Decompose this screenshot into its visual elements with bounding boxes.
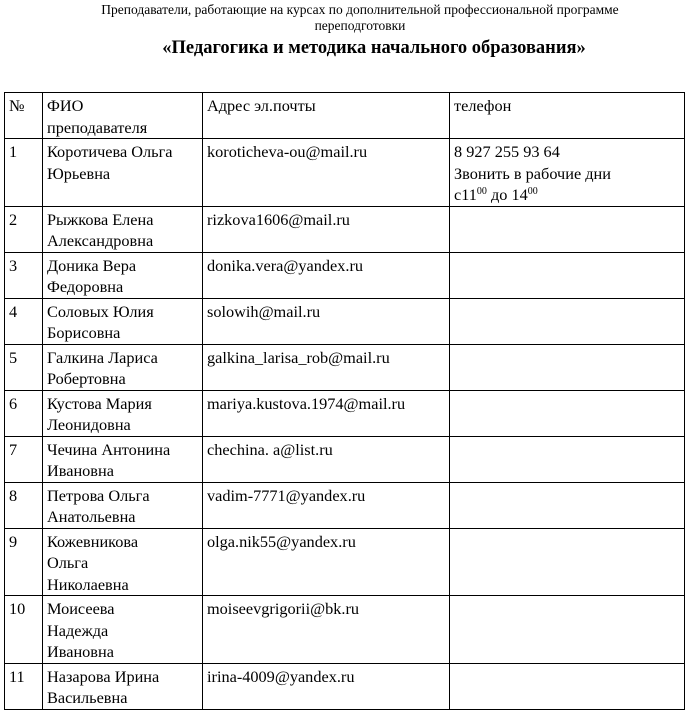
teacher-email: rizkova1606@mail.ru	[203, 206, 450, 252]
header-number: №	[5, 93, 43, 139]
teacher-name-line: Николаевна	[47, 574, 129, 594]
teacher-name-line: Александровна	[47, 231, 154, 250]
hours-prefix: с11	[454, 185, 477, 204]
teacher-name-line: Моисеева	[47, 599, 115, 618]
teacher-phone	[450, 206, 685, 252]
teacher-name-line: Назарова Ирина	[47, 666, 160, 686]
teacher-email: solowih@mail.ru	[203, 298, 450, 344]
teacher-email: galkina_larisa_rob@mail.ru	[203, 344, 450, 390]
row-number: 10	[5, 596, 43, 664]
teacher-name	[43, 436, 203, 482]
table-row	[5, 252, 685, 298]
table-row	[5, 482, 685, 528]
row-number: 3	[5, 252, 43, 298]
teacher-phone	[450, 252, 685, 298]
teacher-name-line: Леонидовна	[47, 415, 131, 434]
teacher-phone	[450, 344, 685, 390]
table-row	[5, 206, 685, 252]
teacher-name-line: Коротичева Ольга	[47, 142, 173, 161]
teacher-phone	[450, 528, 685, 596]
header-name-line-1: ФИО	[47, 96, 84, 115]
table-row	[5, 139, 685, 207]
teacher-email: koroticheva-ou@mail.ru	[203, 139, 450, 207]
teacher-name-line: Рыжкова Елена	[47, 209, 154, 229]
teacher-name-line: Доника Вера	[47, 255, 137, 275]
teacher-email: donika.vera@yandex.ru	[203, 252, 450, 298]
teacher-email: moiseevgrigorii@bk.ru	[203, 596, 450, 664]
table-row	[5, 663, 685, 709]
teachers-table	[4, 92, 685, 710]
teacher-name-line: Кожевникова	[47, 531, 139, 551]
row-number: 8	[5, 482, 43, 528]
teacher-name	[43, 298, 203, 344]
teacher-name-line: Надежда	[47, 620, 109, 640]
hours-from-minutes: 00	[476, 186, 487, 197]
row-number: 4	[5, 298, 43, 344]
row-number: 6	[5, 390, 43, 436]
header-email: Адрес эл.почты	[203, 93, 450, 139]
row-number: 9	[5, 528, 43, 596]
phone-call-note: Звонить в рабочие дни	[454, 163, 611, 183]
teacher-name	[43, 206, 203, 252]
teacher-name-line: Анатольевна	[47, 507, 136, 526]
teacher-name-line: Петрова Ольга	[47, 485, 150, 505]
phone-number: 8 927 255 93 64	[454, 142, 560, 161]
teacher-name	[43, 139, 203, 207]
table-row	[5, 298, 685, 344]
teacher-name-line: Ивановна	[47, 461, 114, 480]
teacher-phone	[450, 482, 685, 528]
teacher-name	[43, 390, 203, 436]
table-row	[5, 390, 685, 436]
teacher-phone	[450, 390, 685, 436]
phone-call-hours	[454, 184, 680, 206]
teacher-phone	[450, 596, 685, 664]
teacher-name-line: Кустова Мария	[47, 393, 152, 413]
teacher-name-line: Юрьевна	[47, 163, 111, 183]
teacher-name	[43, 252, 203, 298]
program-title: «Педагогика и методика начального образования»	[162, 38, 586, 58]
row-number: 2	[5, 206, 43, 252]
teacher-name	[43, 482, 203, 528]
teacher-name-line: Ивановна	[47, 642, 114, 661]
teacher-phone	[450, 139, 685, 207]
table-row	[5, 436, 685, 482]
table-header-row	[5, 93, 685, 139]
hours-middle: до 14	[486, 185, 528, 204]
header-name-line-2: преподавателя	[47, 117, 148, 137]
teacher-name	[43, 344, 203, 390]
teacher-name-line: Ольга	[47, 553, 89, 572]
teacher-phone	[450, 663, 685, 709]
teacher-phone	[450, 298, 685, 344]
teacher-name-line: Васильевна	[47, 688, 128, 707]
teacher-name-line: Соловых Юлия	[47, 301, 154, 321]
teachers-table-body	[5, 93, 685, 710]
teacher-name-line: Федоровна	[47, 277, 124, 296]
teacher-email: vadim-7771@yandex.ru	[203, 482, 450, 528]
table-row	[5, 528, 685, 596]
document-subtitle	[20, 2, 688, 34]
header-name	[43, 93, 203, 139]
teacher-name-line: Чечина Антонина	[47, 439, 171, 459]
teacher-name-line: Робертовна	[47, 369, 126, 388]
hours-to-minutes: 00	[527, 186, 538, 197]
row-number: 5	[5, 344, 43, 390]
header-phone: телефон	[450, 93, 685, 139]
subtitle-line-2: переподготовки	[314, 18, 406, 33]
teacher-email: chechina. a@list.ru	[203, 436, 450, 482]
teacher-name-line: Галкина Лариса	[47, 347, 158, 367]
teacher-email: mariya.kustova.1974@mail.ru	[203, 390, 450, 436]
teacher-name-line: Борисовна	[47, 323, 121, 342]
row-number: 11	[5, 663, 43, 709]
row-number: 1	[5, 139, 43, 207]
subtitle-line-1: Преподаватели, работающие на курсах по дополнительной профессиональной программе	[101, 2, 619, 17]
teacher-phone	[450, 436, 685, 482]
teacher-name	[43, 596, 203, 664]
teacher-email: irina-4009@yandex.ru	[203, 663, 450, 709]
teacher-name	[43, 528, 203, 596]
teacher-name	[43, 663, 203, 709]
teacher-email: olga.nik55@yandex.ru	[203, 528, 450, 596]
row-number: 7	[5, 436, 43, 482]
table-row	[5, 344, 685, 390]
table-row	[5, 596, 685, 664]
